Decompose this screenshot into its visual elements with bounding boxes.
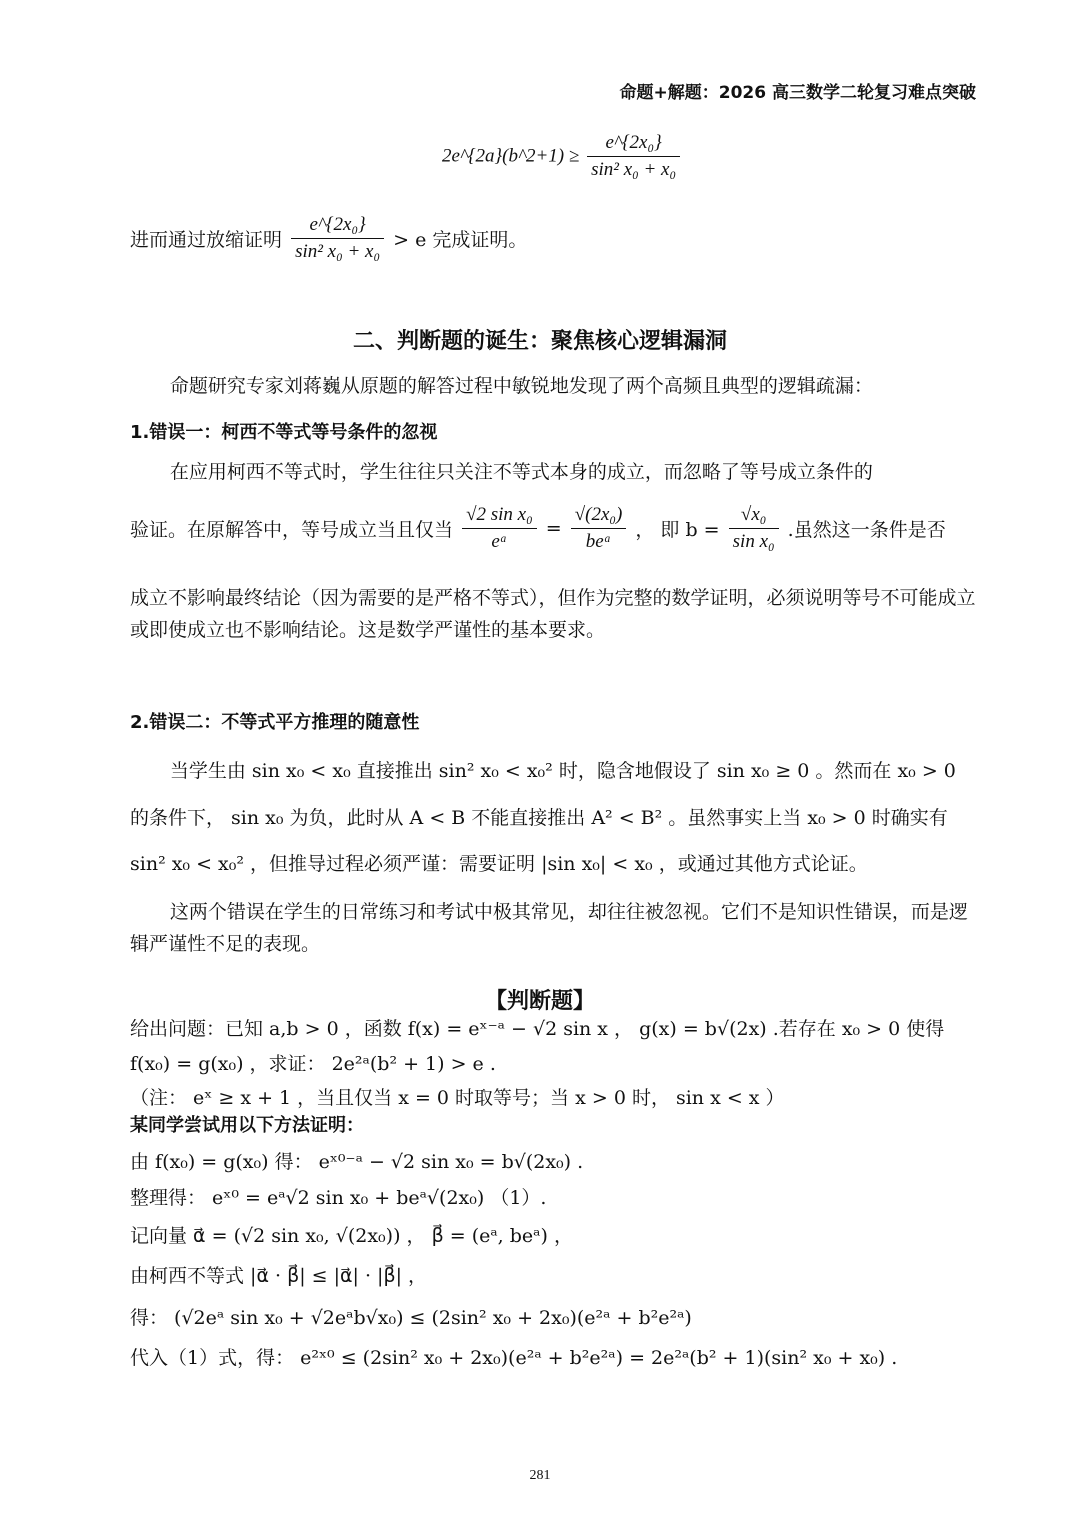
proof-line-denominator: sin² x₀ + x₀: [295, 241, 381, 262]
error1-paragraph-1: 在应用柯西不等式时，学生往往只关注不等式本身的成立，而忽略了等号成立条件的: [169, 461, 873, 483]
error1-fraction-1-num: √2 sin x₀: [462, 504, 537, 529]
page-header: 命题+解题：2026 高三数学二轮复习难点突破: [619, 83, 976, 103]
error2-paragraph-1: 当学生由 sin x₀ < x₀ 直接推出 sin² x₀ < x₀² 时，隐含地假设了 sin x₀ ≥ 0 。然而在 x₀ > 0 的条件下， sin x₀ 为负，此时从 A < B 不能直接推出 A² < B² 。虽然事实上当 x₀ > 0 时确实有 sin² x₀ < x₀² ，但推导过程必须严谨：需要证明 |sin x₀| < x₀ ，或通过其他方式论证。: [130, 760, 956, 876]
judge-step-5: 得： (√2eᵃ sin x₀ + √2eᵃb√x₀) ≤ (2sin² x₀ + 2x₀)(e²ᵃ + b²e²ᵃ): [130, 1307, 692, 1329]
proof-line-numerator: e^{2x₀}: [291, 214, 384, 239]
error1-condition-pre: 验证。在原解答中，等号成立当且仅当: [130, 519, 454, 541]
top-formula-lhs: 2e^{2a}(b^2+1) ≥: [442, 145, 580, 167]
error1-fraction-2-num: √(2x₀): [571, 504, 627, 529]
error1-condition-post: .虽然这一条件是否: [787, 519, 946, 541]
proof-line: [130, 214, 527, 263]
judge-question-line-1: 给出问题：已知 a,b > 0 ，函数 f(x) = eˣ⁻ᵃ − √2 sin x ， g(x) = b√(2x) .若存在 x₀ > 0 使得: [130, 1018, 945, 1040]
top-formula-denominator: sin² x₀ + x₀: [591, 159, 677, 180]
error1-fraction-3-num: √x₀: [729, 504, 779, 529]
judge-question-line-2: f(x₀) = g(x₀) ，求证： 2e²ᵃ(b² + 1) > e .: [130, 1053, 496, 1075]
error1-fraction-1: [462, 504, 537, 553]
top-formula-fraction: [587, 132, 680, 181]
judge-step-3: 记向量 α⃗ = (√2 sin x₀, √(2x₀)) ， β⃗ = (eᵃ, beᵃ) ，: [130, 1225, 573, 1247]
error2-title: 2.错误二：不等式平方推理的随意性: [130, 712, 420, 733]
proof-line-post: > e 完成证明。: [393, 229, 528, 251]
judge-attempt-label: 某同学尝试用以下方法证明：: [130, 1115, 364, 1136]
section-title: 二、判断题的诞生：聚焦核心逻辑漏洞: [352, 329, 727, 354]
error1-title: 1.错误一：柯西不等式等号条件的忽视: [130, 422, 438, 443]
intro-paragraph: 命题研究专家刘蒋巍从原题的解答过程中敏锐地发现了两个高频且典型的逻辑疏漏：: [169, 375, 873, 397]
error1-fraction-3-den: sin x₀: [732, 531, 775, 552]
error1-fraction-2: [571, 504, 627, 553]
judge-step-1: 由 f(x₀) = g(x₀) 得： eˣ⁰⁻ᵃ − √2 sin x₀ = b√(2x₀) .: [130, 1151, 584, 1173]
top-formula-numerator: e^{2x₀}: [587, 132, 680, 157]
error1-paragraph-3: 成立不影响最终结论（因为需要的是严格不等式），但作为完整的数学证明，必须说明等号不可能成立或即使成立也不影响结论。这是数学严谨性的基本要求。: [130, 587, 976, 642]
top-formula: [442, 132, 683, 181]
error1-fraction-3: [729, 504, 779, 553]
error1-fraction-2-den: beᵃ: [585, 531, 612, 552]
page-number: 281: [529, 1468, 551, 1483]
judge-note: （注： eˣ ≥ x + 1 ，当且仅当 x = 0 时取等号；当 x > 0 时， sin x < x ）: [130, 1087, 785, 1109]
error1-condition-mid: ， 即 b =: [635, 519, 720, 541]
judge-step-4: 由柯西不等式 |α⃗ · β⃗| ≤ |α⃗| · |β⃗| ，: [130, 1265, 428, 1287]
judge-title: 【判断题】: [484, 989, 595, 1014]
error1-fraction-1-den: eᵃ: [491, 531, 508, 552]
error1-equals: =: [545, 517, 562, 540]
proof-line-fraction: [291, 214, 384, 263]
proof-line-pre: 进而通过放缩证明: [130, 229, 283, 251]
error2-paragraph-2: 这两个错误在学生的日常练习和考试中极其常见，却往往被忽视。它们不是知识性错误，而是逻辑严谨性不足的表现。: [130, 901, 968, 956]
judge-step-2: 整理得： eˣ⁰ = eᵃ√2 sin x₀ + beᵃ√(2x₀) （1）.: [130, 1187, 547, 1209]
error1-condition-line: [130, 504, 946, 553]
judge-step-6: 代入（1）式，得： e²ˣ⁰ ≤ (2sin² x₀ + 2x₀)(e²ᵃ + b²e²ᵃ) = 2e²ᵃ(b² + 1)(sin² x₀ + x₀) .: [130, 1347, 898, 1369]
